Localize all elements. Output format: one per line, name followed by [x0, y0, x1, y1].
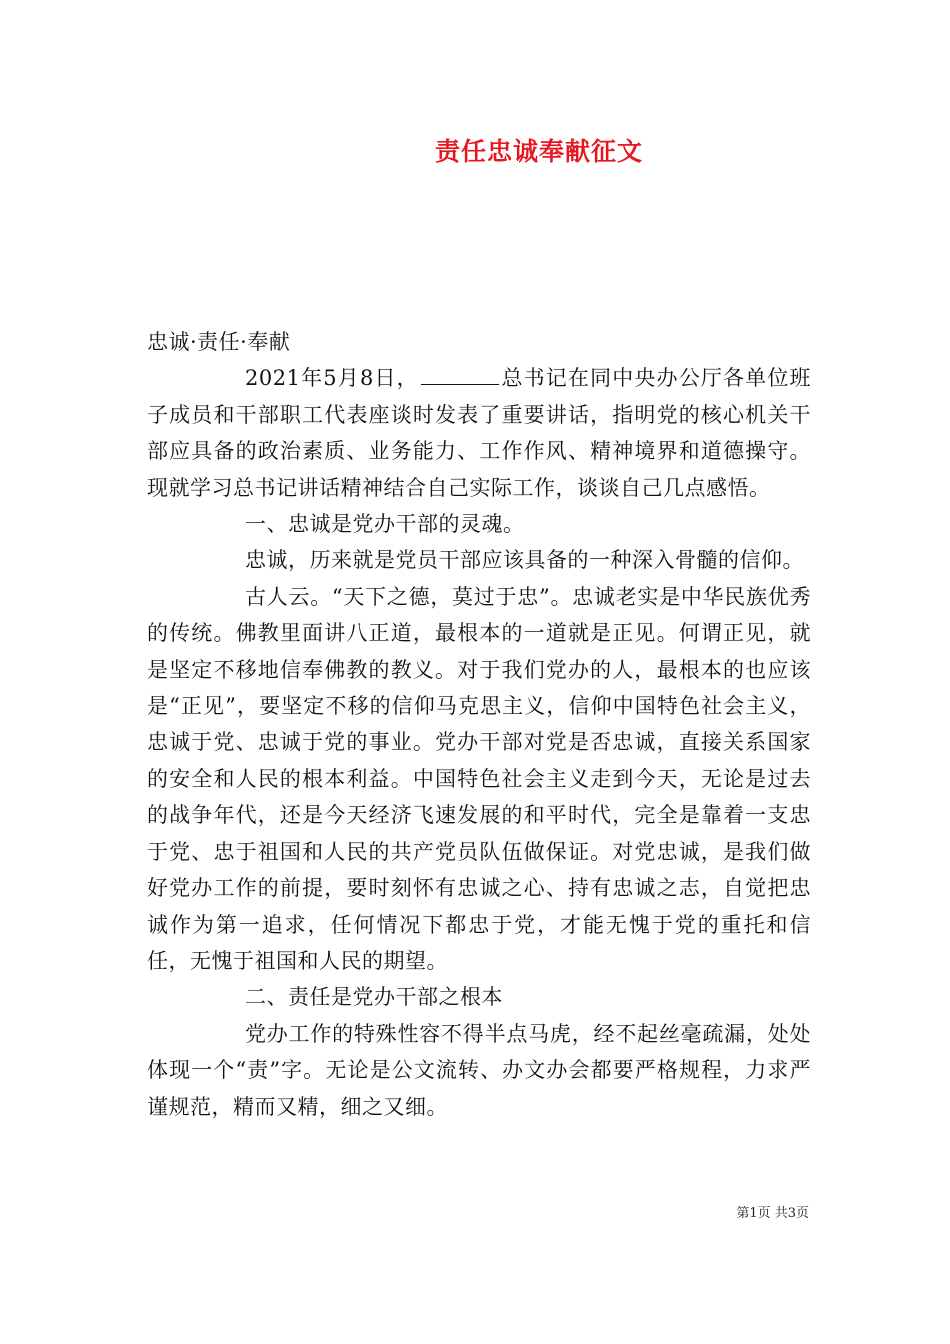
section1-paragraph-2: 古人云。“天下之德，莫过于忠”。忠诚老实是中华民族优秀的传统。佛教里面讲八正道，最根本的一道就是正见。何谓正见，就是坚定不移地信奉佛教的教义。对于我们党办的人，最根本的也应该是“正见”，要坚定不移的信仰马克思主义，信仰中国特色社会主义，忠诚于党、忠诚于党的事业。党办干部对党是否忠诚，直接关系国家的安全和人民的根本利益。中国特色社会主义走到今天，无论是过去的战争年代，还是今天经济飞速发展的和平时代，完全是靠着一支忠于党、忠于祖国和人民的共产党员队伍做保证。对党忠诚，是我们做好党办工作的前提，要时刻怀有忠诚之心、持有忠诚之志，自觉把忠诚作为第一追求，任何情况下都忠于党，才能无愧于党的重托和信任，无愧于祖国和人民的期望。: [147, 584, 811, 973]
section1-heading: 一、忠诚是党办干部的灵魂。: [245, 512, 525, 537]
document-title: 责任忠诚奉献征文: [434, 137, 643, 166]
blank-underline: [421, 363, 499, 385]
intro-date: 2021年5月8日，: [245, 366, 419, 391]
section2-heading: 二、责任是党办干部之根本: [245, 985, 503, 1010]
document-subtitle: 忠诚·责任·奉献: [147, 330, 291, 354]
document-body: [147, 324, 811, 1125]
section2-paragraph-1: 党办工作的特殊性容不得半点马虎，经不起丝毫疏漏，处处体现一个“责”字。无论是公文流转、办文办会都要严格规程，力求严谨规范，精而又精，细之又细。: [147, 1021, 811, 1119]
intro-text: 总书记在同中央办公厅各单位班子成员和干部职工代表座谈时发表了重要讲话，指明党的核心机关干部应具备的政治素质、业务能力、工作作风、精神境界和道德操守。现就学习总书记讲话精神结合自己实际工作，谈谈自己几点感悟。: [147, 366, 811, 500]
page-number-footer: 第1页 共3页: [736, 1206, 809, 1221]
intro-paragraph: [147, 360, 811, 506]
section1-paragraph-1: 忠诚，历来就是党员干部应该具备的一种深入骨髓的信仰。: [245, 548, 804, 573]
